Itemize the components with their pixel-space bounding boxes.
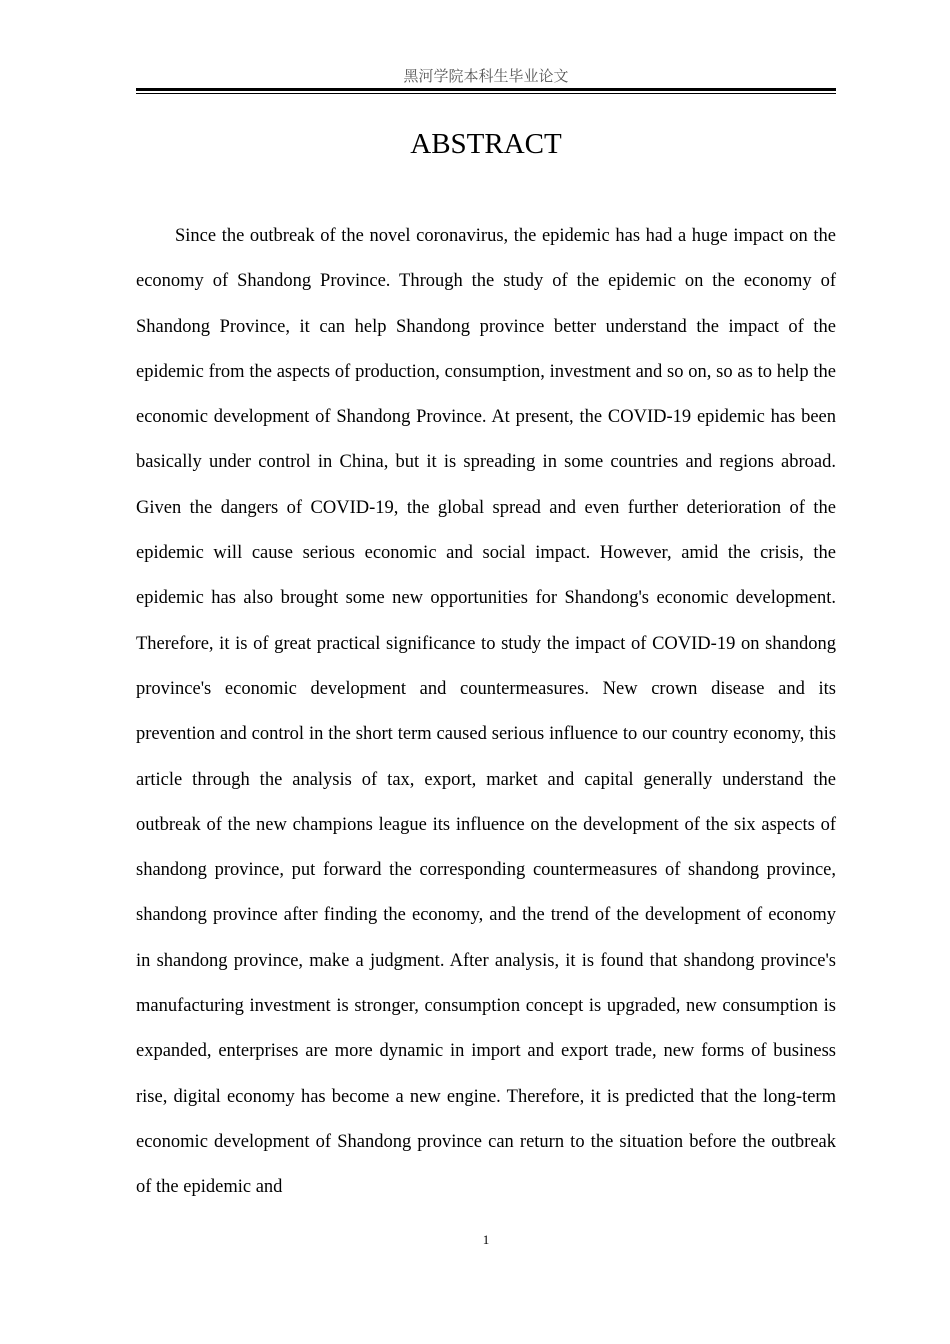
abstract-paragraph: Since the outbreak of the novel coronavirus, the epidemic has had a huge impact on the economy of Shandong Province. Through the study of the epidemic on the economy of Shandong Province, it can help Shandong province better understand the impact of the epidemic from the aspects of production, consumption, investment and so on, so as to help the economic development of Shandong Province. At present, the COVID-19 epidemic has been basically under control in China, but it is spreading in some countries and regions abroad. Given the dangers of COVID-19, the global spread and even further deterioration of the epidemic will cause serious economic and social impact. However, amid the crisis, the epidemic has also brought some new opportunities for Shandong's economic development. Therefore, it is of great practical significance to study the impact of COVID-19 on shandong province's economic development and countermeasures. New crown disease and its prevention and control in the short term caused serious influence to our country economy, this article through the analysis of tax, export, market and capital generally understand the outbreak of the new champions league its influence on the development of the six aspects of shandong province, put forward the corresponding countermeasures of shandong province, shandong province after finding the economy, and the trend of the development of economy in shandong province, make a judgment. After analysis, it is found that shandong province's manufacturing investment is stronger, consumption concept is upgraded, new consumption is expanded, enterprises are more dynamic in import and export trade, new forms of business rise, digital economy has become a new engine. Therefore, it is predicted that the long-term economic development of Shandong province can return to the situation before the outbreak of the epidemic and — [136, 226, 836, 1198]
page-number: 1 — [482, 1232, 490, 1247]
header-double-rule — [136, 88, 836, 94]
running-header: 黑河学院本科生毕业论文 — [403, 67, 569, 85]
abstract-title: ABSTRACT — [410, 128, 562, 160]
